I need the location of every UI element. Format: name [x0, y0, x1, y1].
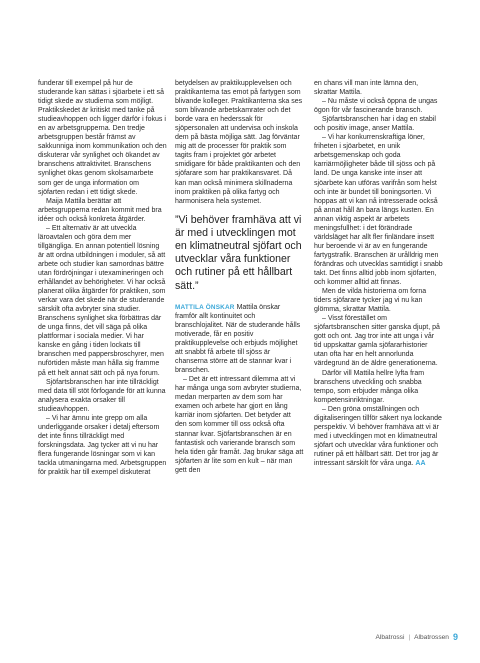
paragraph: – Vi har ämnu inte grepp om alla underliggande orsaker i detalj eftersom det inte finns tillräckligt med forskningsdata. Jag tycker att vi nu har flera fungerande lösningar som vi kan tackla utmaningarna med. Arbetsgruppen för praktik har till exempel diskuterat: [38, 414, 167, 477]
paragraph: – Nu måste vi också öppna de ungas ögon för vår fascinerande bransch.: [314, 98, 438, 115]
paragraph-text: Mattila önskar framför allt kontinuitet och branschlojalitet. När de studerande hålls motiverade, får en positiv praktikupplevelse och erbjuds möjlighet att snabbt få arbete till sjöss är chanserna större att de stannar kvar i branschen.: [175, 303, 301, 375]
footer-separator: |: [408, 633, 411, 641]
paragraph: Sjöfartsbranschen har inte tillräckligt med data till stöt förfogande för att kunna analysera exakta orsaker till studieavhoppen.: [38, 378, 166, 413]
publication-name: Albatrossi: [375, 633, 405, 641]
paragraph: – Det är ett intressant dilemma att vi har många unga som avbryter studierna, medan merparten av dem som har examen och arbete har gjort en lång karriär inom sjöfarten. Det betyder att den som kommer till oss också ofta stannar kvar. Sjöfartsbranschen är en fantastisk och varierande bransch som hela tiden går framåt. Jag brukar säga att sjöfarten är lite som en kult – när man gett den: [175, 376, 304, 474]
paragraph: – Visst förestället om sjöfartsbranschen sitter ganska djupt, på gott och ont. Jag tror inte att unga i vår tid uppskattar gamla sjöfararhistorier utan ofta har en helt annorlunda värdegrund än de äldre generationerna.: [314, 315, 440, 368]
page-footer: [375, 632, 458, 642]
paragraph-with-lead-in: [175, 303, 304, 375]
pull-quote: [175, 214, 304, 293]
paragraph: betydelsen av praktikupplevelsen och praktikanterna tas emot på fartygen som blivande kolleger. Praktikanterna ska ses som blivande arbetskamrater och det borde vara en hederssak för sjöpersonalen att undervisa och inskola dem på bästa möjliga sätt. Jag förväntar mig att de processer för praktik som tagits fram i projektet gör arbetet smidigare för både praktikanten och den sjöfarare som har praktikansvaret. Då kan man också minimera skillnaderna inom praktiken på olika fartyg och harmonisera hela systemet.: [175, 80, 303, 205]
paragraph: en chans vill man inte lämna den, skrattar Mattila.: [314, 80, 419, 97]
paragraph: Därför vill Mattila hellre lyfta fram branschens utveckling och snabba tempo, som erbjuder många olika kompetensinriktningar.: [314, 369, 425, 404]
section-name: Albatrossen: [414, 633, 449, 641]
paragraph-final: [314, 405, 443, 468]
article-column-2: [175, 79, 304, 475]
paragraph: Maija Mattila berättar att arbetsgrupperna redan kommit med bra idéer och också konkreta åtgärder.: [38, 197, 162, 223]
paragraph: – Vi har konkurrenskraftiga löner, friheten i sjöarbetet, en unik arbetsgemenskap och goda karriärmöjligheter både till sjöss och på land. De unga kanske inte inser att sjöarbete kan utföras varifrån som helst och inte är bundet till boningsorten. Vi hoppas att vi kan nå intresserade också på annat håll än bara längs kusten. En annan viktig aspekt är arbetets meningsfullhet: i det förändrade världsläget har allt fler finländare insett hur beroende vi är av en fungerande fartygstrafik. Branschen är urålldrig men förändras och utvecklas samtidigt i snabb takt. Det finns alltid jobb inom sjöfarten, och kommer alltid att finnas.: [314, 134, 443, 287]
lead-in: MATTILA ÖNSKAR: [175, 303, 235, 311]
paragraph: funderar till exempel på hur de studerande kan sättas i sjöarbete i ett så tidigt skede av studierna som möjligt. Praktikskedet är kritiskt med tanke på studieavhoppen och ligger därför i fokus i en av arbetsgrupperna. Den tredje arbetsgruppen består främst av sakkunniga inom kommunikation och den diskuterar vår synlighet och ökandet av branschens attraktivitet. Branschens synlighet ökas genom skolsamarbete som ger de unga information om sjöfarten redan i ett tidigt skede.: [38, 80, 167, 196]
pull-quote-text: ”Vi behöver framhäva att vi är med i utvecklingen mot en klimatneutral sjöfart och utvecklar våra funktioner och rutiner på ett hållbart sätt.”: [175, 213, 302, 292]
paragraph: – Ett alternativ är att utveckla läroavtalen och göra dem mer tillgängliga. En annan potentiell lösning är att ordna utbildningen i moduler, så att arbete och studier kan samordnas bättre utan fördröjningar i utexamineringen och erhållandet av behörigheter. Vi har också planerat olika åtgärder för praktiken, som verkar vara det skede när de studerande särskilt ofta avbryter sina studier. Branschens synlighet ska förbättras där de unga finns, det vill säga på olika plattformar i sociala medier. Vi har kanske en gång i tiden lockats till branschen med pappersbroschyrer, men nuförtiden måste man hålla sig framme på ett helt annat sätt och på nya forum.: [38, 224, 166, 377]
article-column-3: [314, 79, 443, 468]
paragraph: Men de vilda historierna om forna tiders sjöfarare tycker jag vi nu kan glömma, skrattar Mattila.: [314, 288, 427, 314]
paragraph: Sjöfartsbranschen har i dag en stabil och positiv image, anser Mattila.: [314, 116, 436, 133]
page-number: 9: [452, 632, 458, 642]
signoff-mark: AA: [415, 459, 426, 467]
paragraph-text: – Den gröna omställningen och digitaliseringen tillför säkert nya lockande perspektiv. Vi behöver framhäva att vi är med i utvecklingen mot en klimatneutral sjöfart och utvecklar våra funktioner och rutiner på ett hållbart sätt. Det tror jag är intressant särskilt för våra unga.: [314, 405, 442, 467]
article-column-1: [38, 79, 167, 477]
